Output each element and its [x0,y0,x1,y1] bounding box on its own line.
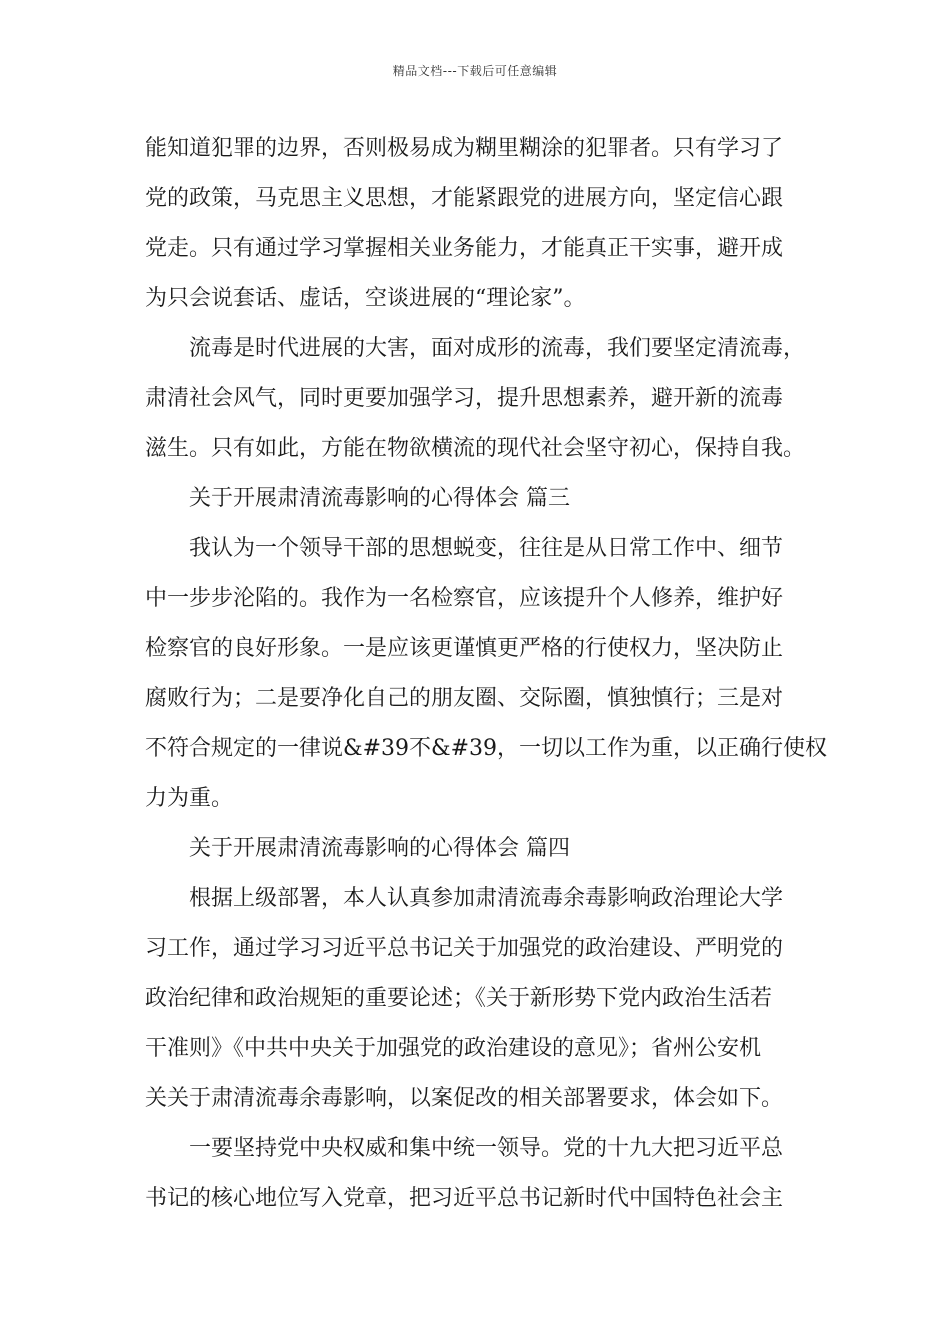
text-line: 习工作，通过学习习近平总书记关于加强党的政治建设、严明党的 [145,936,784,961]
text-line: 关关于肃清流毒余毒影响，以案促改的相关部署要求，体会如下。 [145,1086,784,1111]
text-line: 一要坚持党中央权威和集中统一领导。党的十九大把习近平总 [189,1136,784,1161]
text-line: 腐败行为；二是要净化自己的朋友圈、交际圈，慎独慎行；三是对 [145,686,784,711]
text-line: 干准则》《中共中央关于加强党的政治建设的意见》；省州公安机 [145,1036,762,1061]
text-line: 为只会说套话、虚话，空谈进展的“理论家”。 [145,286,586,311]
text-line: 我认为一个领导干部的思想蜕变，往往是从日常工作中、细节 [189,536,784,561]
text-line: 能知道犯罪的边界，否则极易成为糊里糊涂的犯罪者。只有学习了 [145,136,784,161]
text-line: 肃清社会风气，同时更要加强学习，提升思想素养，避开新的流毒 [145,386,784,411]
page-header: 精品文档---下载后可任意编辑 [392,64,558,78]
text-line: 书记的核心地位写入党章，把习近平总书记新时代中国特色社会主 [145,1186,784,1211]
text-line: 党走。只有通过学习掌握相关业务能力，才能真正干实事，避开成 [145,236,784,261]
text-line: 党的政策，马克思主义思想，才能紧跟党的进展方向，坚定信心跟 [145,186,784,211]
text-line: 滋生。只有如此，方能在物欲横流的现代社会坚守初心，保持自我。 [145,436,806,461]
text-line: 关于开展肃清流毒影响的心得体会 篇四 [189,836,570,861]
text-line: 中一步步沦陷的。我作为一名检察官，应该提升个人修养，维护好 [145,586,784,611]
text-line: 根据上级部署，本人认真参加肃清流毒余毒影响政治理论大学 [189,886,784,911]
text-line: 力为重。 [145,786,234,811]
text-line: 政治纪律和政治规矩的重要论述；《关于新形势下党内政治生活若 [145,986,773,1011]
text-line: 检察官的良好形象。一是应该更谨慎更严格的行使权力，坚决防止 [145,636,784,661]
document-body [145,124,828,1224]
text-line: 流毒是时代进展的大害，面对成形的流毒，我们要坚定清流毒， [189,336,806,361]
text-line: 关于开展肃清流毒影响的心得体会 篇三 [189,486,570,511]
text-line: 不符合规定的一律说&#39不&#39，一切以工作为重，以正确行使权 [145,736,828,761]
